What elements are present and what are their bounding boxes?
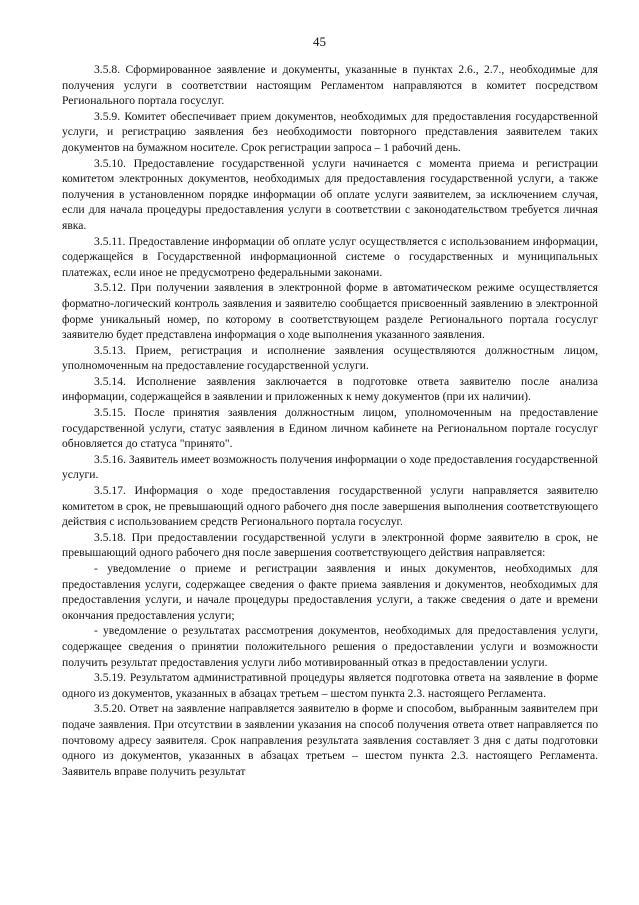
paragraph-3-5-13: 3.5.13. Прием, регистрация и исполнение заявления осуществляются должностным лицом, уполномоченным на предоставление государственной услуги.	[62, 343, 598, 373]
paragraph-3-5-8: 3.5.8. Сформированное заявление и документы, указанные в пунктах 2.6., 2.7., необходимые для получения услуги в соответствии настоящим Регламентом направляются в комитет посредством Регионального портала госуслуг.	[62, 63, 598, 108]
paragraph-3-5-15: 3.5.15. После принятия заявления должностным лицом, уполномоченным на предоставление государственной услуги, статус заявления в Едином личном кабинете на Региональном портале госуслуг обновляется до статуса "принято".	[62, 406, 598, 451]
paragraph-3-5-14: 3.5.14. Исполнение заявления заключается в подготовке ответа заявителю после анализа информации, содержащейся в заявлении и приложенных к нему документов (при их наличии).	[62, 374, 598, 404]
paragraph-3-5-12: 3.5.12. При получении заявления в электронной форме в автоматическом режиме осуществляется форматно-логический контроль заявления и заявителю сообщается присвоенный заявлению в электронной форме уникальный номер, по которому в соответствующем разделе Регионального портала госуслуг заявителю будет представлена информация о ходе выполнения указанного заявления.	[62, 281, 598, 342]
page-number: 45	[313, 34, 326, 49]
paragraph-3-5-11: 3.5.11. Предоставление информации об оплате услуг осуществляется с использованием информации, содержащейся в Государственной информационной системе о государственных и муниципальных платежах, если иное не предусмотрено федеральными законами.	[62, 234, 598, 279]
paragraph-3-5-18: 3.5.18. При предоставлении государственной услуги в электронной форме заявителю в срок, не превышающий одного рабочего дня после завершения соответствующего действия направляется:	[62, 530, 598, 560]
paragraph-3-5-9: 3.5.9. Комитет обеспечивает прием документов, необходимых для предоставления государственной услуги, и регистрацию заявления без необходимости повторного представления заявителем таких документов на бумажном носителе. Срок регистрации запроса – 1 рабочий день.	[62, 109, 598, 154]
page-body	[62, 62, 598, 779]
paragraph-3-5-19: 3.5.19. Результатом административной процедуры является подготовка ответа на заявление в форме одного из документов, указанных в абзацах третьем – шестом пункта 2.3. настоящего Регламента.	[62, 671, 598, 700]
list-item-notification-receipt: - уведомление о приеме и регистрации заявления и иных документов, необходимых для предоставления услуги, содержащее сведения о факте приема заявления и документов, необходимых для предоставления услуги, и начале процедуры предоставления услуги, а также сведения о дате и времени окончания предоставления услуги;	[62, 562, 598, 622]
paragraph-3-5-17: 3.5.17. Информация о ходе предоставления государственной услуги направляется заявителю комитетом в срок, не превышающий одного рабочего дня после завершения выполнения соответствующего действия с использованием средств Регионального портала госуслуг.	[62, 484, 598, 529]
paragraph-3-5-16: 3.5.16. Заявитель имеет возможность получения информации о ходе предоставления государственной услуги.	[62, 452, 598, 482]
paragraph-3-5-10: 3.5.10. Предоставление государственной услуги начинается с момента приема и регистрации комитетом электронных документов, необходимых для предоставления государственной услуги, а также получения в установленном порядке информации об оплате услуги заявителем, за исключением случая, если для начала процедуры предоставления услуги в соответствии с законодательством требуется личная явка.	[62, 156, 598, 232]
paragraph-3-5-20: 3.5.20. Ответ на заявление направляется заявителю в форме и способом, выбранным заявителем при подаче заявления. При отсутствии в заявлении указания на способ получения ответа ответ направляется по почтовому адресу заявителя. Срок направления результата заявления составляет 3 дня с даты подготовки одного из документов, указанных в абзацах третьем – шестом пункта 2.3. настоящего Регламента. Заявитель вправе получить результат	[62, 702, 598, 778]
list-item-notification-result: - уведомление о результатах рассмотрения документов, необходимых для предоставления услуги, содержащее сведения о принятии положительного решения о предоставлении услуги и возможности получить результат предоставления услуги либо мотивированный отказ в предоставлении услуги.	[62, 624, 598, 669]
